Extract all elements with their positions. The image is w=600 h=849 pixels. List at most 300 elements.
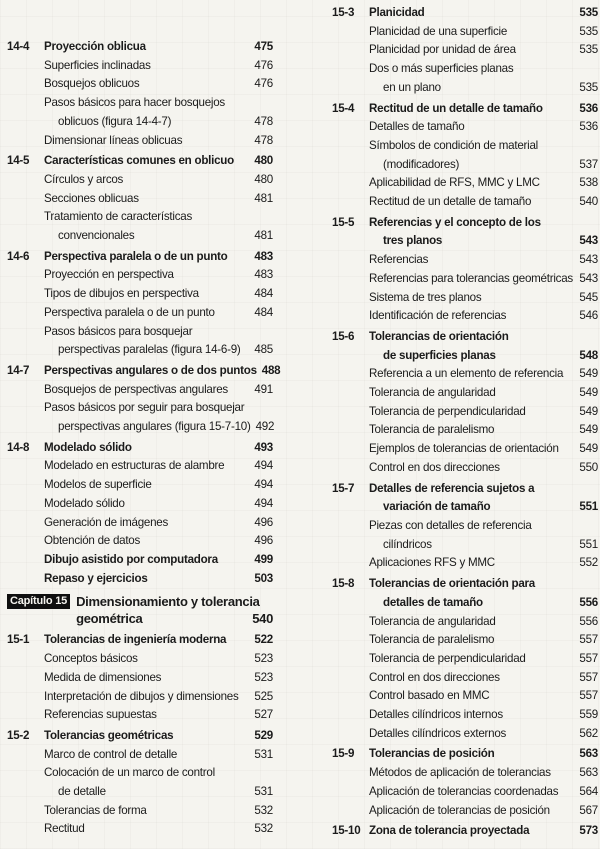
section-number: 15-1 xyxy=(7,633,30,647)
entry-line-continuation xyxy=(44,113,273,132)
section-number: 15-6 xyxy=(332,329,355,343)
page-number: 551 xyxy=(579,500,598,514)
entry-title: Obtención de datos xyxy=(44,534,141,548)
entry-line xyxy=(44,190,273,209)
entry-line xyxy=(44,208,273,227)
entry-title: Planicidad por unidad de área xyxy=(369,43,516,57)
toc-sub-entry xyxy=(332,440,598,459)
entry-text xyxy=(369,100,598,119)
toc-section-entry xyxy=(7,439,273,458)
page-number: 535 xyxy=(579,6,598,19)
entry-title: Símbolos de condición de material xyxy=(369,138,538,152)
chapter-badge: Capítulo 15 xyxy=(7,594,70,609)
entry-title: Dimensionamiento y tolerancia xyxy=(76,594,260,610)
toc-section-entry xyxy=(7,152,273,171)
entry-title: geométrica xyxy=(76,611,143,627)
toc-section-entry xyxy=(332,100,598,119)
page-number: 546 xyxy=(579,309,598,323)
page-number: 535 xyxy=(579,43,598,57)
page-number: 494 xyxy=(254,478,273,492)
entry-line xyxy=(44,381,273,400)
entry-title: Conceptos básicos xyxy=(44,652,138,666)
entry-text xyxy=(44,152,273,171)
entry-line xyxy=(369,459,598,478)
entry-title: perspectivas paralelas (figura 14-6-9) xyxy=(58,343,241,357)
entry-text xyxy=(369,384,598,403)
entry-line xyxy=(44,551,273,570)
entry-text xyxy=(369,687,598,706)
page-number: 481 xyxy=(254,229,273,243)
entry-title: Piezas con detalles de referencia xyxy=(369,518,532,532)
entry-title: Tolerancia de perpendicularidad xyxy=(369,651,526,665)
entry-title: Rectitud xyxy=(44,822,85,836)
entry-text xyxy=(369,174,598,193)
entry-text xyxy=(44,820,273,839)
entry-title: Tratamiento de características xyxy=(44,210,193,224)
page-number: 543 xyxy=(579,234,598,248)
toc-sub-entry xyxy=(7,304,273,323)
entry-line xyxy=(44,727,273,746)
entry-title: Tolerancias de orientación para xyxy=(369,577,535,591)
page-number: 476 xyxy=(254,58,273,72)
entry-title: Tolerancias de orientación xyxy=(369,329,509,343)
entry-line xyxy=(369,193,598,212)
section-number: 15-10 xyxy=(332,824,361,838)
entry-text xyxy=(44,266,273,285)
entry-text xyxy=(44,38,273,57)
page-number: 478 xyxy=(254,133,273,147)
toc-sub-entry xyxy=(332,802,598,821)
entry-title: Detalles de tamaño xyxy=(369,120,465,134)
entry-line xyxy=(369,725,598,744)
entry-text xyxy=(369,631,598,650)
page-number: 484 xyxy=(254,287,273,301)
entry-line xyxy=(369,554,598,573)
entry-title: Medida de dimensiones xyxy=(44,670,162,684)
toc-sub-entry xyxy=(7,171,273,190)
entry-line xyxy=(369,118,598,137)
section-number: 15-5 xyxy=(332,215,355,229)
entry-title: Identificación de referencias xyxy=(369,309,507,323)
toc-sub-entry xyxy=(332,764,598,783)
toc-sub-entry xyxy=(7,532,273,551)
entry-text xyxy=(44,439,273,458)
entry-text xyxy=(369,459,598,478)
toc-sub-entry xyxy=(332,706,598,725)
entry-text xyxy=(369,421,598,440)
toc-section-entry xyxy=(7,362,281,381)
entry-text xyxy=(369,41,598,60)
entry-line xyxy=(44,399,273,418)
page-number: 535 xyxy=(579,80,598,94)
entry-text xyxy=(44,476,273,495)
page-number: 536 xyxy=(579,101,598,115)
entry-title: Aplicación de tolerancias de posición xyxy=(369,803,550,817)
entry-title: Tolerancia de paralelismo xyxy=(369,423,495,437)
toc-sub-entry xyxy=(332,725,598,744)
toc-section-entry xyxy=(7,248,273,267)
entry-line xyxy=(44,476,273,495)
entry-text xyxy=(369,669,598,688)
entry-line-continuation xyxy=(369,232,598,251)
entry-title: Detalles cilíndricos internos xyxy=(369,708,503,722)
entry-title: Detalles cilíndricos externos xyxy=(369,726,507,740)
entry-text xyxy=(369,4,598,23)
section-number: 14-5 xyxy=(7,154,30,168)
toc-sub-entry xyxy=(332,669,598,688)
page-number: 536 xyxy=(579,120,598,134)
toc-sub-entry xyxy=(332,307,598,326)
entry-title: cilíndricos xyxy=(383,537,432,551)
page-number: 483 xyxy=(254,249,273,263)
entry-line xyxy=(369,137,598,156)
entry-title: Tipos de dibujos en perspectiva xyxy=(44,287,199,301)
page-number: 540 xyxy=(579,195,598,209)
entry-title: en un plano xyxy=(383,80,441,94)
entry-line xyxy=(44,439,273,458)
entry-text xyxy=(369,307,598,326)
entry-line xyxy=(44,532,273,551)
toc-sub-entry xyxy=(332,23,598,42)
entry-title: Control en dos direcciones xyxy=(369,670,500,684)
entry-line xyxy=(44,570,273,589)
toc-sub-entry xyxy=(332,517,598,554)
page-number: 491 xyxy=(254,382,273,396)
entry-title: Tolerancia de angularidad xyxy=(369,386,496,400)
toc-section-entry xyxy=(332,328,598,365)
page-number: 523 xyxy=(254,670,273,684)
entry-title: Sistema de tres planos xyxy=(369,290,482,304)
section-number: 14-6 xyxy=(7,249,30,263)
entry-title: Perspectivas angulares o de dos puntos xyxy=(44,363,257,377)
entry-text xyxy=(44,669,273,688)
page-number: 488 xyxy=(261,363,281,377)
entry-line xyxy=(44,514,273,533)
toc-sub-entry xyxy=(332,783,598,802)
entry-line xyxy=(44,132,273,151)
entry-line xyxy=(44,688,273,707)
entry-title: Zona de tolerancia proyectada xyxy=(369,824,530,838)
entry-line xyxy=(369,41,598,60)
toc-sub-entry xyxy=(7,57,273,76)
page-number: 557 xyxy=(579,651,598,665)
entry-title: convencionales xyxy=(58,229,135,243)
section-number: 15-7 xyxy=(332,481,355,495)
page-number: 573 xyxy=(579,824,598,838)
toc-sub-entry xyxy=(7,457,273,476)
entry-text xyxy=(369,118,598,137)
entry-title: Repaso y ejercicios xyxy=(44,571,148,585)
entry-title: perspectivas angulares (figura 15-7-10) xyxy=(58,420,251,434)
toc-sub-entry xyxy=(7,706,273,725)
entry-text xyxy=(369,613,598,632)
entry-text xyxy=(369,480,598,517)
entry-title: Métodos de aplicación de tolerancias xyxy=(369,766,551,780)
page-number: 492 xyxy=(255,420,275,434)
page-number: 531 xyxy=(254,747,273,761)
entry-line xyxy=(44,669,273,688)
page-number: 484 xyxy=(254,305,273,319)
page-number: 478 xyxy=(254,114,273,128)
entry-title: Superficies inclinadas xyxy=(44,58,151,72)
toc-sub-entry xyxy=(332,554,598,573)
entry-text xyxy=(44,57,273,76)
entry-title: Referencias y el concepto de los xyxy=(369,215,541,229)
page-number: 475 xyxy=(254,40,273,53)
entry-text xyxy=(44,706,273,725)
entry-text xyxy=(369,764,598,783)
entry-line-continuation xyxy=(44,341,273,360)
entry-line xyxy=(44,495,273,514)
entry-line xyxy=(369,270,598,289)
entry-text xyxy=(369,725,598,744)
entry-title: Modelos de superficie xyxy=(44,478,152,492)
page-number: 523 xyxy=(254,652,273,666)
toc-column-left xyxy=(7,36,281,839)
entry-text xyxy=(76,593,273,627)
toc-sub-entry xyxy=(332,365,598,384)
page-number: 480 xyxy=(254,172,273,186)
entry-text xyxy=(369,517,598,554)
entry-text xyxy=(44,764,273,801)
entry-text xyxy=(369,554,598,573)
entry-title: Rectitud de un detalle de tamaño xyxy=(369,195,532,209)
page-number: 549 xyxy=(579,404,598,418)
page-number: 562 xyxy=(579,726,598,740)
entry-text xyxy=(44,94,273,131)
page-number: 496 xyxy=(254,534,273,548)
entry-line xyxy=(369,650,598,669)
entry-line-continuation xyxy=(44,783,273,802)
entry-title: Aplicación de tolerancias coordenadas xyxy=(369,784,559,798)
entry-line xyxy=(369,706,598,725)
entry-text xyxy=(369,745,598,764)
entry-text xyxy=(44,631,273,650)
page-number: 535 xyxy=(579,24,598,38)
entry-title: Aplicabilidad de RFS, MMC y LMC xyxy=(369,176,540,190)
toc-sub-entry xyxy=(332,631,598,650)
entry-line xyxy=(369,214,598,233)
entry-title: Tolerancia de perpendicularidad xyxy=(369,404,526,418)
entry-title: detalles de tamaño xyxy=(383,595,483,609)
section-number: 15-3 xyxy=(332,6,355,19)
entry-text xyxy=(369,270,598,289)
entry-line xyxy=(44,38,273,57)
toc-sub-entry xyxy=(7,208,273,245)
section-number: 15-2 xyxy=(7,728,30,742)
entry-title: Tolerancias de posición xyxy=(369,747,495,761)
page-number: 557 xyxy=(579,670,598,684)
toc-section-entry xyxy=(7,631,273,650)
entry-title: Generación de imágenes xyxy=(44,515,169,529)
entry-line xyxy=(369,783,598,802)
entry-title: Pasos básicos por seguir para bosquejar xyxy=(44,401,245,415)
entry-title: Tolerancias geométricas xyxy=(44,728,174,742)
toc-sub-entry xyxy=(332,687,598,706)
entry-title: de detalle xyxy=(58,785,106,799)
entry-title: Marco de control de detalle xyxy=(44,747,178,761)
entry-title: Dimensionar líneas oblicuas xyxy=(44,133,183,147)
entry-text xyxy=(44,746,273,765)
entry-line-continuation xyxy=(369,79,598,98)
entry-text xyxy=(44,457,273,476)
toc-sub-entry xyxy=(7,495,273,514)
page-number: 549 xyxy=(579,423,598,437)
entry-text xyxy=(369,575,598,612)
entry-line-continuation xyxy=(76,610,273,627)
entry-title: Tolerancia de paralelismo xyxy=(369,633,495,647)
page-number: 538 xyxy=(579,176,598,190)
entry-title: Modelado sólido xyxy=(44,496,125,510)
toc-sub-entry xyxy=(7,764,273,801)
entry-text xyxy=(44,362,281,381)
entry-line xyxy=(369,307,598,326)
entry-title: Tolerancias de forma xyxy=(44,803,147,817)
entry-line xyxy=(44,802,273,821)
entry-line xyxy=(369,669,598,688)
entry-line xyxy=(369,687,598,706)
entry-line xyxy=(44,323,273,342)
toc-section-entry xyxy=(332,214,598,251)
page-number: 485 xyxy=(254,343,273,357)
toc-sub-entry xyxy=(7,802,273,821)
entry-title: Dibujo asistido por computadora xyxy=(44,552,218,566)
toc-section-entry xyxy=(332,575,598,612)
entry-text xyxy=(44,650,273,669)
entry-title: Rectitud de un detalle de tamaño xyxy=(369,101,543,115)
entry-line xyxy=(369,251,598,270)
entry-line xyxy=(369,575,598,594)
toc-sub-entry xyxy=(332,60,598,97)
page-number: 563 xyxy=(579,766,598,780)
toc-sub-entry xyxy=(7,688,273,707)
entry-line xyxy=(369,613,598,632)
entry-title: Perspectiva paralela o de un punto xyxy=(44,249,228,263)
entry-text xyxy=(369,193,598,212)
entry-line xyxy=(369,745,598,764)
entry-line xyxy=(369,403,598,422)
page-number: 503 xyxy=(254,571,273,585)
page-number: 494 xyxy=(254,496,273,510)
entry-text xyxy=(44,171,273,190)
toc-sub-entry xyxy=(7,820,273,839)
page-number: 496 xyxy=(254,515,273,529)
page-number: 552 xyxy=(579,556,598,570)
toc-sub-entry xyxy=(7,285,273,304)
page-number: 557 xyxy=(579,633,598,647)
page-number: 525 xyxy=(254,689,273,703)
toc-sub-entry xyxy=(332,174,598,193)
entry-line xyxy=(369,631,598,650)
entry-line xyxy=(369,384,598,403)
entry-text xyxy=(44,688,273,707)
toc-sub-entry xyxy=(7,476,273,495)
entry-line-continuation xyxy=(369,347,598,366)
toc-sub-entry xyxy=(7,514,273,533)
entry-title: Perspectiva paralela o de un punto xyxy=(44,305,215,319)
entry-line-continuation xyxy=(44,227,273,246)
page-number: 529 xyxy=(254,728,273,742)
entry-line xyxy=(44,57,273,76)
page-number: 494 xyxy=(254,459,273,473)
entry-line-continuation xyxy=(369,498,598,517)
entry-line xyxy=(44,152,273,171)
entry-line xyxy=(44,746,273,765)
toc-sub-entry xyxy=(332,137,598,174)
entry-title: Control basado en MMC xyxy=(369,689,490,703)
page-number: 543 xyxy=(579,253,598,267)
entry-text xyxy=(44,75,273,94)
entry-title: Colocación de un marco de control xyxy=(44,766,215,780)
entry-title: Características comunes en oblicuo xyxy=(44,154,234,168)
toc-section-entry xyxy=(332,745,598,764)
entry-line xyxy=(369,4,598,23)
section-number: 14-8 xyxy=(7,440,30,454)
entry-title: Control en dos direcciones xyxy=(369,460,500,474)
entry-text xyxy=(369,440,598,459)
entry-line xyxy=(44,631,273,650)
entry-title: oblicuos (figura 14-4-7) xyxy=(58,114,172,128)
entry-title: tres planos xyxy=(383,234,443,248)
entry-title: Aplicaciones RFS y MMC xyxy=(369,556,495,570)
entry-text xyxy=(44,399,273,436)
page-number: 564 xyxy=(579,784,598,798)
toc-section-entry xyxy=(7,38,273,57)
toc-section-entry xyxy=(332,822,598,841)
toc-sub-entry xyxy=(332,193,598,212)
entry-text xyxy=(44,727,273,746)
entry-text xyxy=(369,214,598,251)
toc-sub-entry xyxy=(7,266,273,285)
entry-title: Secciones oblicuas xyxy=(44,191,139,205)
entry-line-continuation xyxy=(369,156,598,175)
entry-line xyxy=(369,60,598,79)
entry-line-continuation xyxy=(44,418,273,437)
toc-sub-entry xyxy=(332,459,598,478)
entry-text xyxy=(44,132,273,151)
entry-title: Referencias supuestas xyxy=(44,708,157,722)
entry-line xyxy=(44,650,273,669)
entry-text xyxy=(369,60,598,97)
toc-sub-entry xyxy=(7,399,273,436)
entry-line xyxy=(369,480,598,499)
entry-line xyxy=(44,75,273,94)
entry-title: Detalles de referencia sujetos a xyxy=(369,481,535,495)
page-number: 532 xyxy=(254,822,273,836)
entry-line xyxy=(369,174,598,193)
entry-title: Tolerancia de angularidad xyxy=(369,614,496,628)
toc-sub-entry xyxy=(7,746,273,765)
toc-chapter-entry xyxy=(7,593,273,627)
entry-line xyxy=(369,517,598,536)
entry-line xyxy=(44,457,273,476)
page-number: 537 xyxy=(579,157,598,171)
entry-line xyxy=(369,802,598,821)
toc-sub-entry xyxy=(332,421,598,440)
entry-text xyxy=(44,514,273,533)
entry-line xyxy=(369,764,598,783)
entry-title: Modelado en estructuras de alambre xyxy=(44,459,225,473)
page-number: 563 xyxy=(579,747,598,761)
entry-text xyxy=(369,23,598,42)
entry-text xyxy=(44,570,273,589)
entry-line xyxy=(44,171,273,190)
toc-sub-entry xyxy=(7,94,273,131)
entry-title: Proyección en perspectiva xyxy=(44,268,174,282)
entry-line-continuation xyxy=(369,594,598,613)
page-number: 550 xyxy=(579,460,598,474)
toc-sub-entry xyxy=(7,650,273,669)
